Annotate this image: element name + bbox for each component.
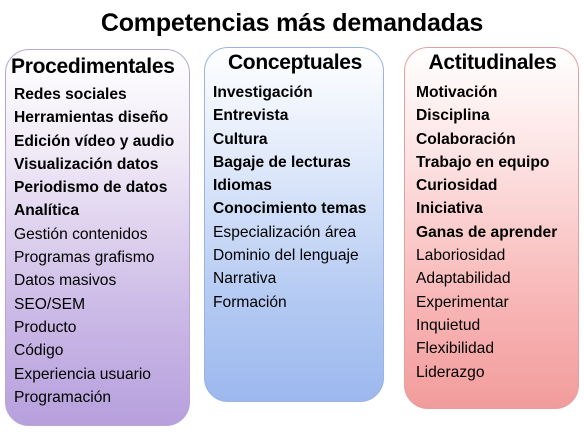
list-item: Formación [213,293,287,311]
column-procedimentales [5,49,190,426]
list-item: Conocimiento temas [213,200,367,218]
list-item: Periodismo de datos [14,179,168,197]
list-conceptuales [213,81,366,314]
list-item: Herramientas diseño [14,109,169,127]
list-item: Liderazgo [416,363,485,381]
column-conceptuales [204,47,384,402]
list-item: Inquietud [416,316,481,334]
list-item: Gestión contenidos [14,225,148,243]
list-item: Programación [14,388,112,406]
list-item: Ganas de aprender [416,223,558,241]
column-actitudinales [404,47,579,409]
list-item: Idiomas [213,177,272,195]
list-item: Iniciativa [416,200,483,218]
list-item: Programas grafismo [14,249,155,267]
list-item: Experiencia usuario [14,365,151,383]
list-item: Analítica [14,202,79,220]
list-item: Especialización área [213,223,357,241]
list-item: Trabajo en equipo [416,153,550,171]
list-item: Colaboración [416,130,516,148]
list-actitudinales [416,81,557,384]
list-item: Adaptabilidad [416,270,511,288]
list-item: Flexibilidad [416,340,495,358]
list-item: SEO/SEM [14,295,86,313]
list-item: Producto [14,318,77,336]
list-item: Cultura [213,130,268,148]
list-item: Datos masivos [14,272,117,290]
column-heading-conceptuales: Conceptuales [227,51,363,74]
list-item: Curiosidad [416,177,498,195]
list-item: Laboriosidad [416,247,506,265]
list-item: Redes sociales [14,86,127,103]
list-item: Código [14,342,64,360]
list-item: Experimentar [416,293,509,311]
column-heading-actitudinales: Actitudinales [428,51,557,74]
list-item: Disciplina [416,107,490,125]
list-item: Edición vídeo y audio [14,132,175,150]
column-heading-procedimentales: Procedimentales [11,55,175,78]
list-item: Entrevista [213,107,289,125]
list-item: Narrativa [213,270,277,288]
list-item: Bagaje de lecturas [213,153,351,171]
list-item: Visualización datos [14,155,159,173]
list-item: Motivación [416,84,498,101]
list-procedimentales [14,83,174,409]
slide-title: Competencias más demandadas [100,9,484,37]
list-item: Dominio del lenguaje [213,247,359,265]
list-item: Investigación [213,84,313,101]
